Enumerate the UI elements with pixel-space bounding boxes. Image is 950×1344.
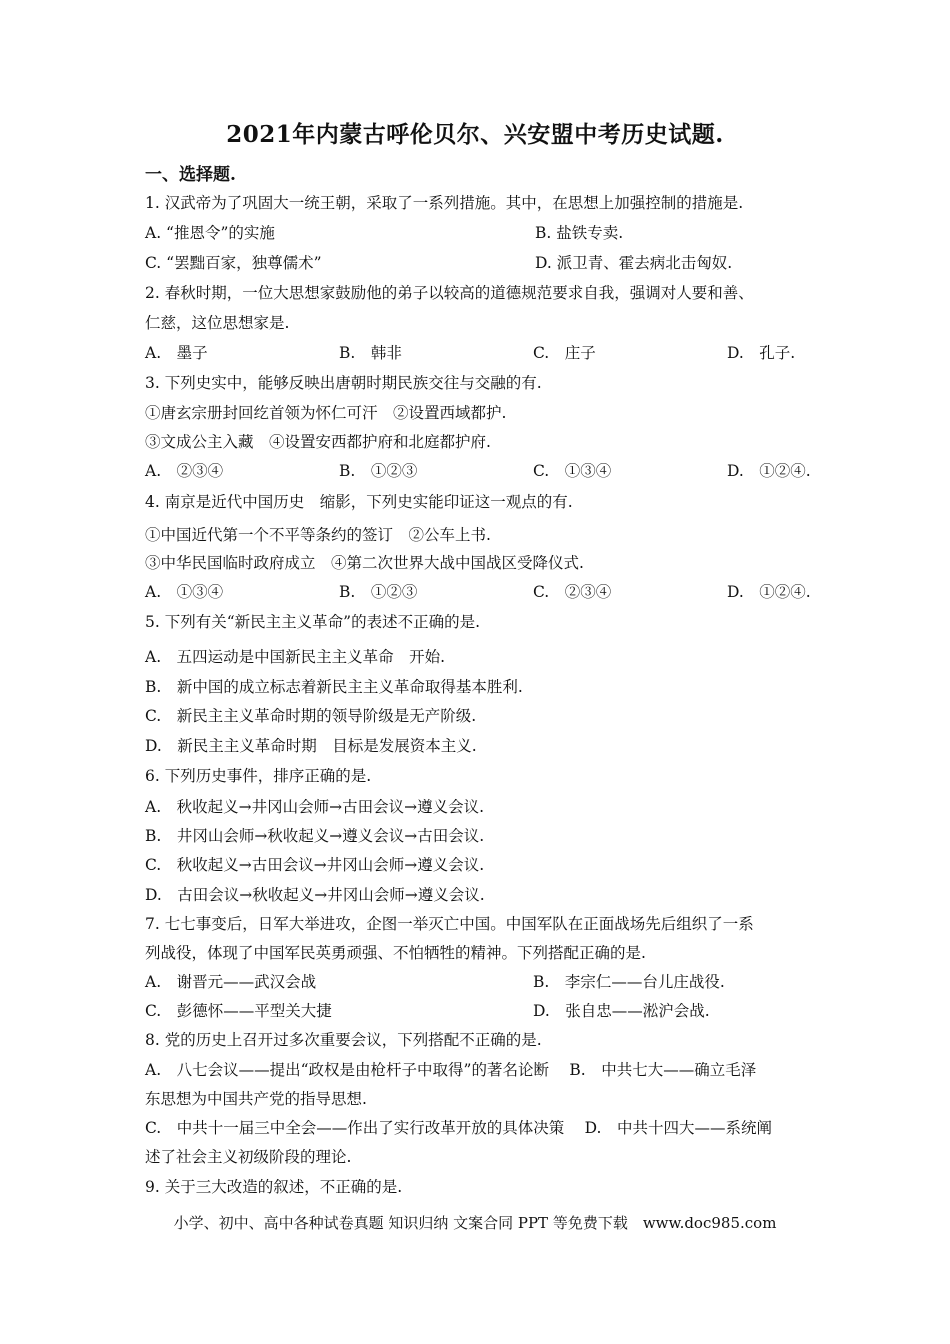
question-2-option-a: A. 墨子 <box>145 344 208 362</box>
question-1-option-d: D. 派卫青、霍去病北击匈奴. <box>535 254 733 272</box>
question-9-stem: 9. 关于三大改造的叙述，不正确的是. <box>145 1178 403 1196</box>
question-3-option-a: A. ②③④ <box>145 462 224 480</box>
question-3-item-2: ③文成公主入藏 ④设置安西都护府和北庭都护府. <box>145 433 491 451</box>
question-1-option-a: A. “推恩令”的实施 <box>145 224 275 242</box>
question-8-stem: 8. 党的历史上召开过多次重要会议，下列搭配不正确的是. <box>145 1031 542 1049</box>
question-7-option-b: B. 李宗仁——台儿庄战役. <box>533 973 725 991</box>
question-8-options-line-2: 东思想为中国共产党的指导思想. <box>145 1090 367 1108</box>
question-2-stem-line-1: 2. 春秋时期，一位大思想家鼓励他的弟子以较高的道德规范要求自我，强调对人要和善、 <box>145 284 754 302</box>
question-1-stem: 1. 汉武帝为了巩固大一统王朝，采取了一系列措施。其中，在思想上加强控制的措施是. <box>145 194 744 212</box>
question-6-option-a: A. 秋收起义→井冈山会师→古田会议→遵义会议. <box>145 798 485 816</box>
question-6-option-b: B. 井冈山会师→秋收起义→遵义会议→古田会议. <box>145 827 485 845</box>
question-2-option-b: B. 韩非 <box>339 344 402 362</box>
question-5-option-a: A. 五四运动是中国新民主主义革命 开始. <box>145 648 446 666</box>
question-4-option-d: D. ①②④. <box>727 583 811 601</box>
question-4-item-2: ③中华民国临时政府成立 ④第二次世界大战中国战区受降仪式. <box>145 554 584 572</box>
question-7-stem-line-2: 列战役，体现了中国军民英勇顽强、不怕牺牲的精神。下列搭配正确的是. <box>145 944 646 962</box>
question-7-option-c: C. 彭德怀——平型关大捷 <box>145 1002 332 1020</box>
question-3-stem: 3. 下列史实中，能够反映出唐朝时期民族交往与交融的有. <box>145 374 542 392</box>
question-8-options-line-3: C. 中共十一届三中全会——作出了实行改革开放的具体决策 D. 中共十四大——系统阐 <box>145 1119 772 1137</box>
question-4-item-1: ①中国近代第一个不平等条约的签订 ②公车上书. <box>145 526 491 544</box>
question-7-option-a: A. 谢晋元——武汉会战 <box>145 973 317 991</box>
question-3-option-b: B. ①②③ <box>339 462 418 480</box>
question-3-option-d: D. ①②④. <box>727 462 811 480</box>
question-2-option-d: D. 孔子. <box>727 344 796 362</box>
question-6-stem: 6. 下列历史事件，排序正确的是. <box>145 767 372 785</box>
section-heading: 一、选择题. <box>145 165 236 185</box>
page-footer: 小学、初中、高中各种试卷真题 知识归纳 文案合同 PPT 等免费下载 www.doc985.com <box>173 1214 777 1232</box>
question-3-option-c: C. ①③④ <box>533 462 612 480</box>
question-3-item-1: ①唐玄宗册封回纥首领为怀仁可汗 ②设置西域都护. <box>145 404 507 422</box>
question-4-stem: 4. 南京是近代中国历史 缩影，下列史实能印证这一观点的有. <box>145 493 573 511</box>
question-5-stem: 5. 下列有关“新民主主义革命”的表述不正确的是. <box>145 613 480 631</box>
question-4-option-b: B. ①②③ <box>339 583 418 601</box>
question-4-option-c: C. ②③④ <box>533 583 612 601</box>
question-8-options-line-4: 述了社会主义初级阶段的理论. <box>145 1148 352 1166</box>
question-6-option-c: C. 秋收起义→古田会议→井冈山会师→遵义会议. <box>145 856 485 874</box>
question-2-option-c: C. 庄子 <box>533 344 596 362</box>
page-title: 2021年内蒙古呼伦贝尔、兴安盟中考历史试题. <box>226 121 724 148</box>
question-5-option-c: C. 新民主主义革命时期的领导阶级是无产阶级. <box>145 707 477 725</box>
question-7-stem-line-1: 7. 七七事变后，日军大举进攻，企图一举灭亡中国。中国军队在正面战场先后组织了一系 <box>145 915 754 933</box>
question-6-option-d: D. 古田会议→秋收起义→井冈山会师→遵义会议. <box>145 886 485 904</box>
question-5-option-b: B. 新中国的成立标志着新民主主义革命取得基本胜利. <box>145 678 523 696</box>
question-7-option-d: D. 张自忠——淞沪会战. <box>533 1002 710 1020</box>
question-2-stem-line-2: 仁慈，这位思想家是. <box>145 314 290 332</box>
question-4-option-a: A. ①③④ <box>145 583 224 601</box>
question-5-option-d: D. 新民主主义革命时期 目标是发展资本主义. <box>145 737 477 755</box>
question-1-option-c: C. “罢黜百家，独尊儒术” <box>145 254 322 272</box>
question-8-options-line-1: A. 八七会议——提出“政权是由枪杆子中取得”的著名论断 B. 中共七大——确立毛泽 <box>145 1061 757 1079</box>
question-1-option-b: B. 盐铁专卖. <box>535 224 624 242</box>
